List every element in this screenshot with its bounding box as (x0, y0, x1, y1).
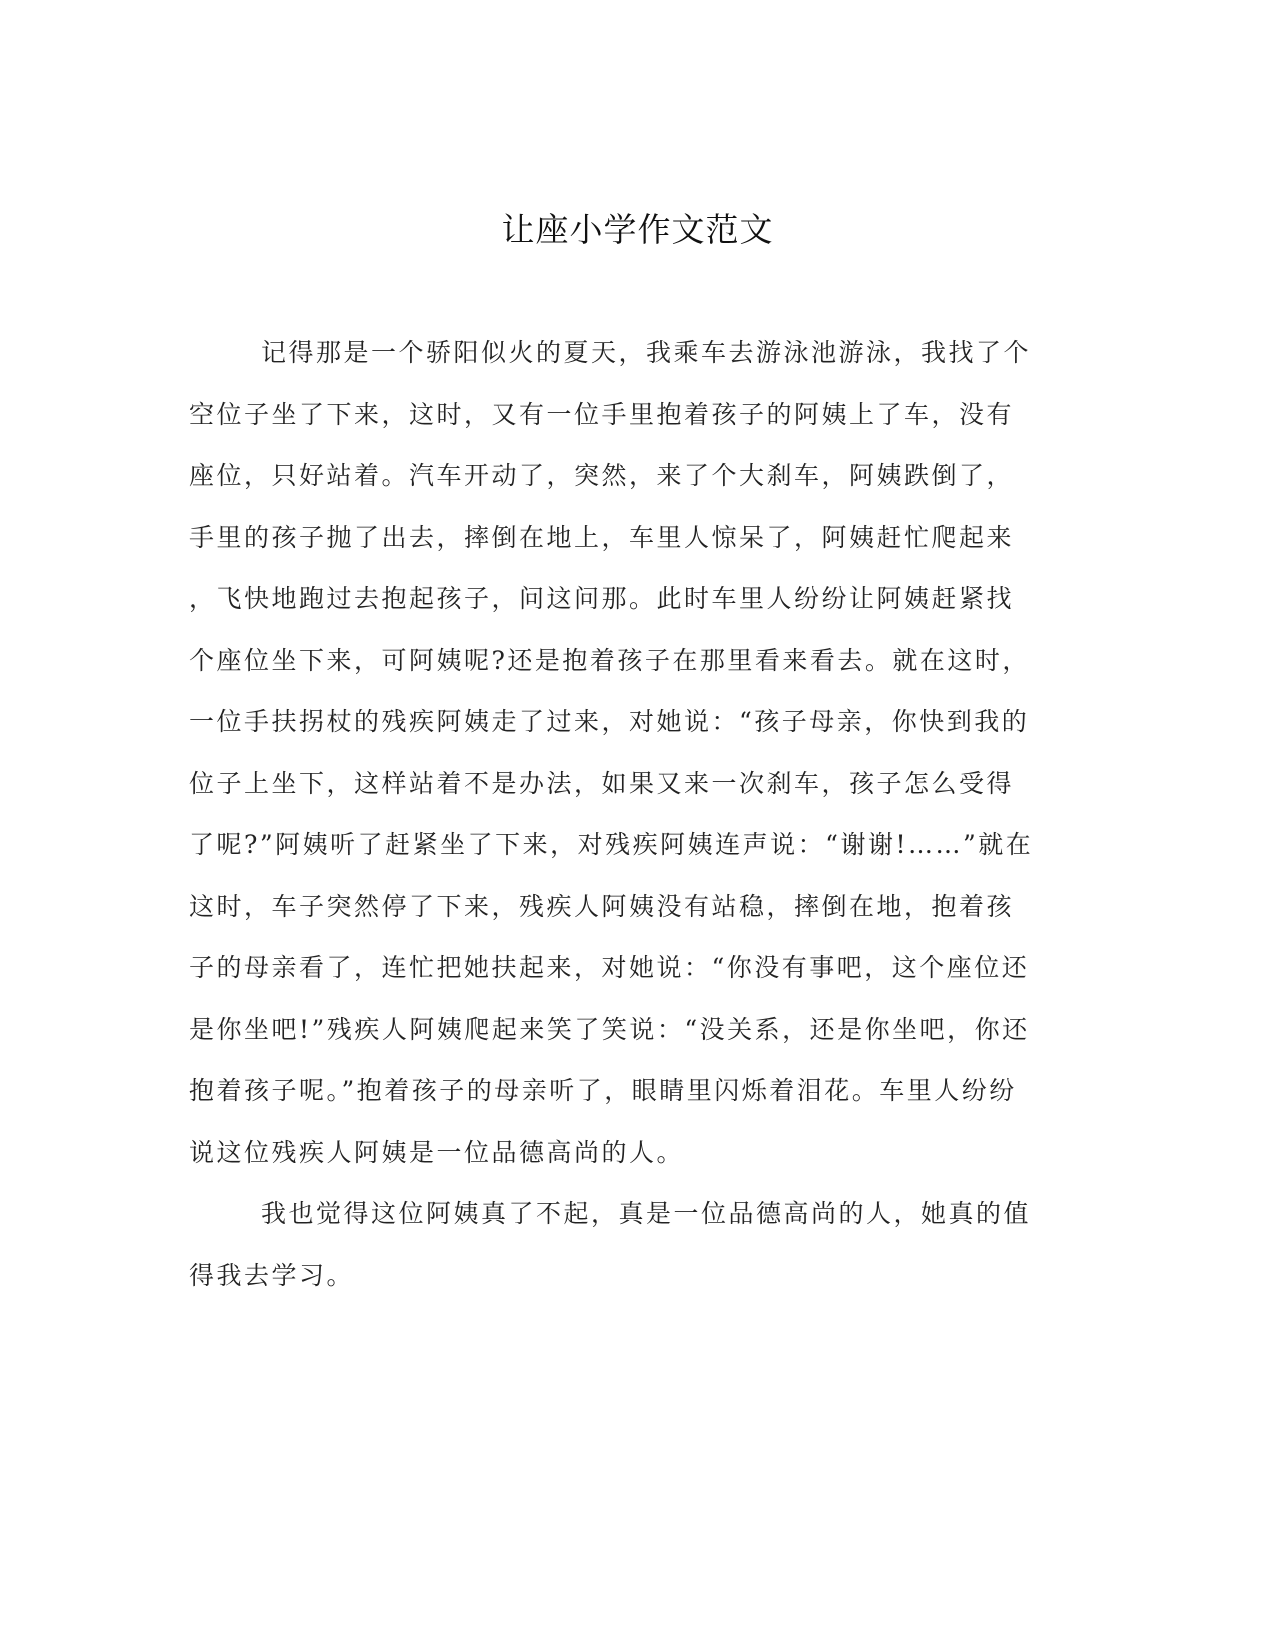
text-line: 位子上坐下，这样站着不是办法，如果又来一次刹车，孩子怎么受得 (189, 768, 1015, 798)
text-line: 说这位残疾人阿姨是一位品德高尚的人。 (189, 1137, 685, 1167)
text-line: 抱着孩子呢。”抱着孩子的母亲听了，眼睛里闪烁着泪花。车里人纷纷 (189, 1076, 1017, 1105)
text-line: 空位子坐了下来，这时，又有一位手里抱着孩子的阿姨上了车，没有 (189, 399, 1015, 429)
document-body (189, 322, 1069, 1306)
text-line: 座位，只好站着。汽车开动了，突然，来了个大刹车，阿姨跌倒了， (189, 461, 1015, 490)
text-line: 记得那是一个骄阳似火的夏天，我乘车去游泳池游泳，我找了个 (261, 338, 1032, 367)
paragraph-2 (189, 1183, 1069, 1306)
text-line: 我也觉得这位阿姨真了不起，真是一位品德高尚的人，她真的值 (261, 1199, 1032, 1228)
text-line: 一位手扶拐杖的残疾阿姨走了过来，对她说：“孩子母亲，你快到我的 (189, 707, 1030, 736)
text-line: ，飞快地跑过去抱起孩子，问这问那。此时车里人纷纷让阿姨赶紧找 (189, 584, 1015, 613)
text-line: 是你坐吧!”残疾人阿姨爬起来笑了笑说：“没关系，还是你坐吧，你还 (189, 1014, 1030, 1044)
text-line: 个座位坐下来，可阿姨呢?还是抱着孩子在那里看来看去。就在这时， (189, 645, 1030, 675)
text-line: 手里的孩子抛了出去，摔倒在地上，车里人惊呆了，阿姨赶忙爬起来 (189, 522, 1015, 552)
paragraph-1 (189, 322, 1069, 1183)
text-line: 这时，车子突然停了下来，残疾人阿姨没有站稳，摔倒在地，抱着孩 (189, 891, 1015, 921)
text-line: 了呢?”阿姨听了赶紧坐了下来，对残疾阿姨连声说：“谢谢!……”就在 (189, 830, 1034, 859)
text-line: 子的母亲看了，连忙把她扶起来，对她说：“你没有事吧，这个座位还 (189, 953, 1030, 982)
document-title: 让座小学作文范文 (501, 210, 774, 249)
text-line: 得我去学习。 (189, 1260, 355, 1290)
